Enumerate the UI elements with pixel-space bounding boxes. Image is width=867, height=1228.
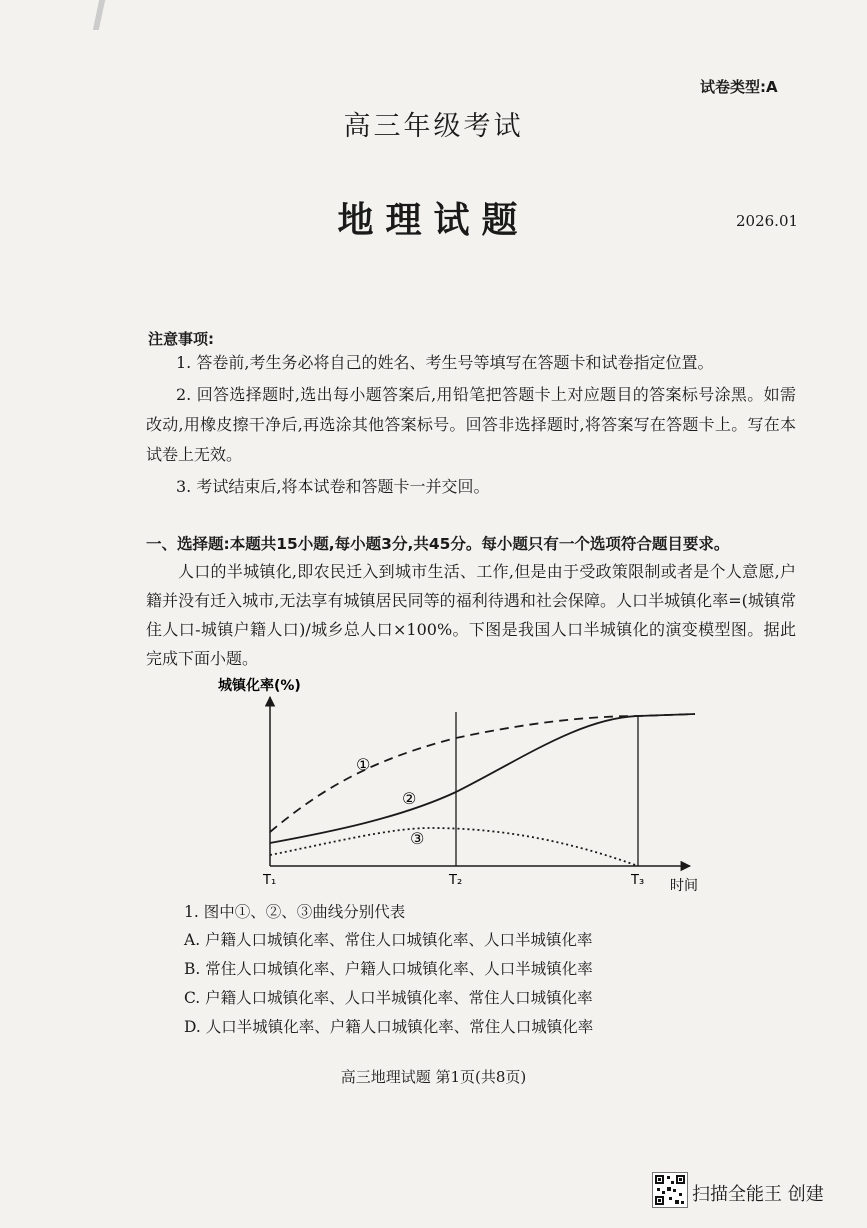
question-1-option-c: C. 户籍人口城镇化率、人口半城镇化率、常住人口城镇化率 — [184, 989, 593, 1007]
scanner-watermark: 扫描全能王 创建 — [692, 1184, 824, 1205]
tick-t1: T₁ — [263, 873, 277, 888]
question-1-stem: 1. 图中①、②、③曲线分别代表 — [184, 903, 406, 921]
page-footer: 高三地理试题 第1页(共8页) — [340, 1068, 527, 1086]
y-axis-label: 城镇化率(%) — [218, 678, 301, 694]
curve-3-line — [270, 828, 638, 866]
notice-item-1: 1. 答卷前,考生务必将自己的姓名、考生号等填写在答题卡和试卷指定位置。 — [176, 353, 714, 372]
curve-label-3: ③ — [410, 829, 425, 848]
paper-type-label: 试卷类型:A — [700, 78, 778, 96]
question-passage: 人口的半城镇化,即农民迁入到城市生活、工作,但是由于受政策限制或者是个人意愿,户籍并没有迁入城市,无法享有城镇居民同等的福利待遇和社会保障。人口半城镇化率=(城镇常住人口-城镇户籍人口)/城乡总人口×100%。下图是我国人口半城镇化的演变模型图。据此完成下面小题。 — [146, 562, 796, 668]
notice-item-2: 2. 回答选择题时,选出每小题答案后,用铅笔把答题卡上对应题目的答案标号涂黑。如需改动,用橡皮擦干净后,再选涂其他答案标号。回答非选择题时,将答案写在答题卡上。写在本试卷上无效。 — [146, 385, 796, 464]
exam-date: 2026.01 — [736, 212, 799, 230]
question-1-option-b: B. 常住人口城镇化率、户籍人口城镇化率、人口半城镇化率 — [184, 960, 593, 978]
curve-1-line — [270, 714, 695, 832]
section-heading: 一、选择题:本题共15小题,每小题3分,共45分。每小题只有一个选项符合题目要求。 — [146, 535, 730, 553]
curve-label-1: ① — [356, 755, 371, 774]
notice-item-3: 3. 考试结束后,将本试卷和答题卡一并交回。 — [176, 477, 490, 496]
question-1-option-d: D. 人口半城镇化率、户籍人口城镇化率、常住人口城镇化率 — [184, 1018, 594, 1036]
tick-t3: T₃ — [631, 873, 645, 888]
notice-heading: 注意事项: — [148, 330, 214, 348]
curve-label-2: ② — [402, 789, 417, 808]
exam-subtitle: 高三年级考试 — [343, 111, 524, 142]
curve-2-line — [270, 714, 695, 843]
x-axis-label: 时间 — [670, 878, 698, 894]
tick-t2: T₂ — [449, 873, 463, 888]
exam-title: 地理试题 — [337, 199, 530, 241]
qr-code-icon — [652, 1172, 688, 1208]
question-1-option-a: A. 户籍人口城镇化率、常住人口城镇化率、人口半城镇化率 — [184, 931, 593, 949]
